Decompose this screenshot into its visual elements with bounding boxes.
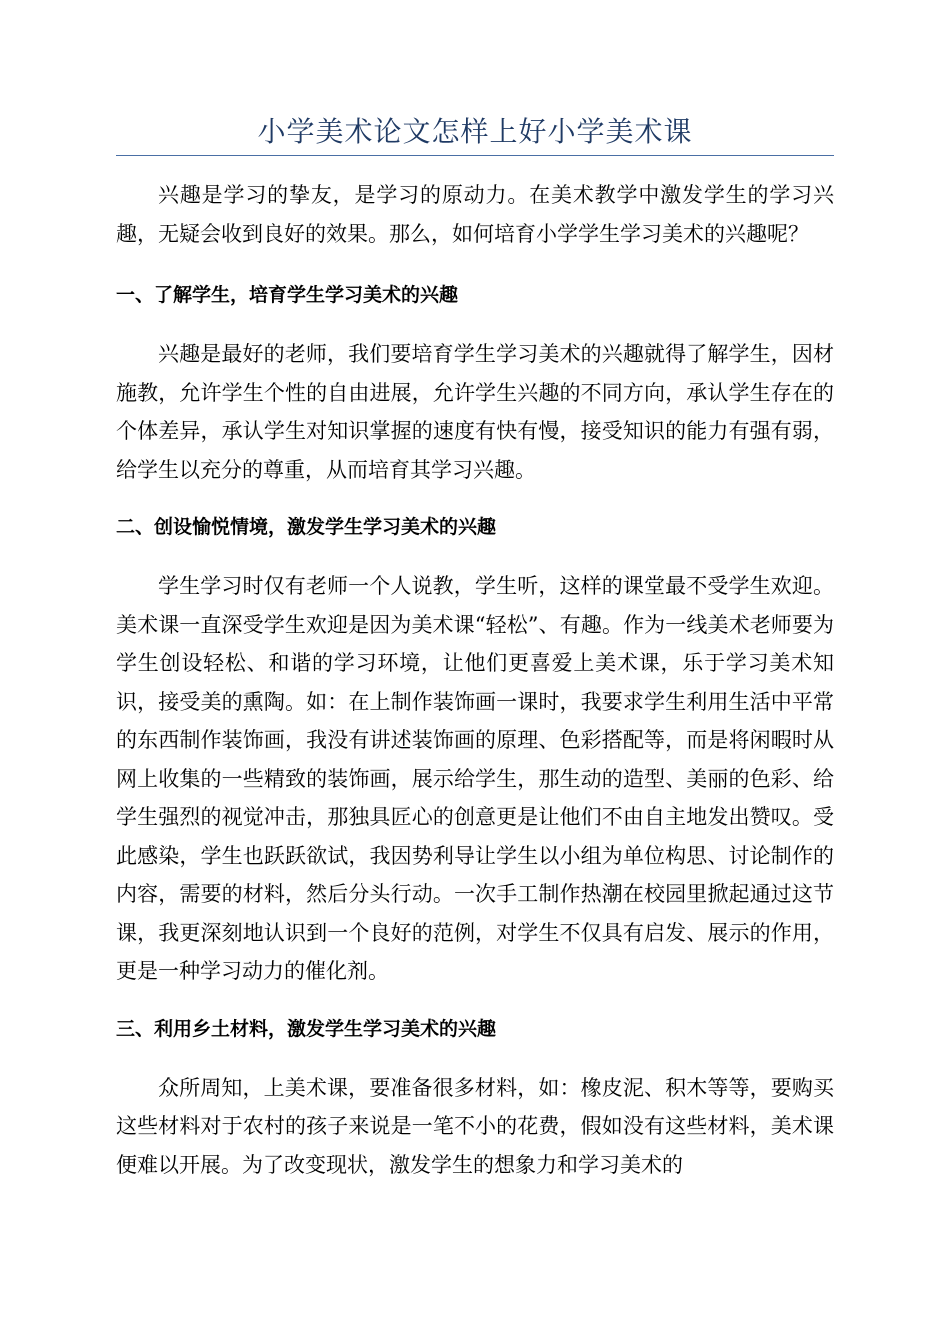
- section-paragraph-2: 学生学习时仅有老师一个人说教，学生听，这样的课堂最不受学生欢迎。美术课一直深受学生欢迎是因为美术课“轻松”、有趣。作为一线美术老师要为学生创设轻松、和谐的学习环境，让他们更喜爱上美术课，乐于学习美术知识，接受美的熏陶。如：在上制作装饰画一课时，我要求学生利用生活中平常的东西制作装饰画，我没有讲述装饰画的原理、色彩搭配等，而是将闲暇时从网上收集的一些精致的装饰画，展示给学生，那生动的造型、美丽的色彩、给学生强烈的视觉冲击，那独具匠心的创意更是让他们不由自主地发出赞叹。受此感染，学生也跃跃欲试，我因势利导让学生以小组为单位构思、讨论制作的内容，需要的材料，然后分头行动。一次手工制作热潮在校园里掀起通过这节课，我更深刻地认识到一个良好的范例，对学生不仅具有启发、展示的作用，更是一种学习动力的催化剂。: [116, 574, 834, 983]
- section-heading-1: 一、了解学生，培育学生学习美术的兴趣: [116, 284, 459, 306]
- intro-paragraph: 兴趣是学习的挚友，是学习的原动力。在美术教学中激发学生的学习兴趣，无疑会收到良好的效果。那么，如何培育小学学生学习美术的兴趣呢？: [116, 183, 834, 246]
- document-title: 小学美术论文怎样上好小学美术课: [257, 115, 693, 148]
- section-heading-2: 二、创设愉悦情境，激发学生学习美术的兴趣: [116, 516, 497, 538]
- section-heading-3: 三、利用乡土材料，激发学生学习美术的兴趣: [116, 1017, 497, 1040]
- title-underline: [116, 155, 834, 156]
- section-paragraph-1: 兴趣是最好的老师，我们要培育学生学习美术的兴趣就得了解学生，因材施教，允许学生个性的自由进展，允许学生兴趣的不同方向，承认学生存在的个体差异，承认学生对知识掌握的速度有快有慢，接受知识的能力有强有弱，给学生以充分的尊重，从而培育其学习兴趣。: [116, 342, 834, 482]
- section-paragraph-3: 众所周知，上美术课，要准备很多材料，如：橡皮泥、积木等等，要购买这些材料对于农村的孩子来说是一笔不小的花费，假如没有这些材料，美术课便难以开展。为了改变现状，激发学生的想象力和学习美术的: [116, 1075, 834, 1177]
- document-body: [116, 170, 834, 1184]
